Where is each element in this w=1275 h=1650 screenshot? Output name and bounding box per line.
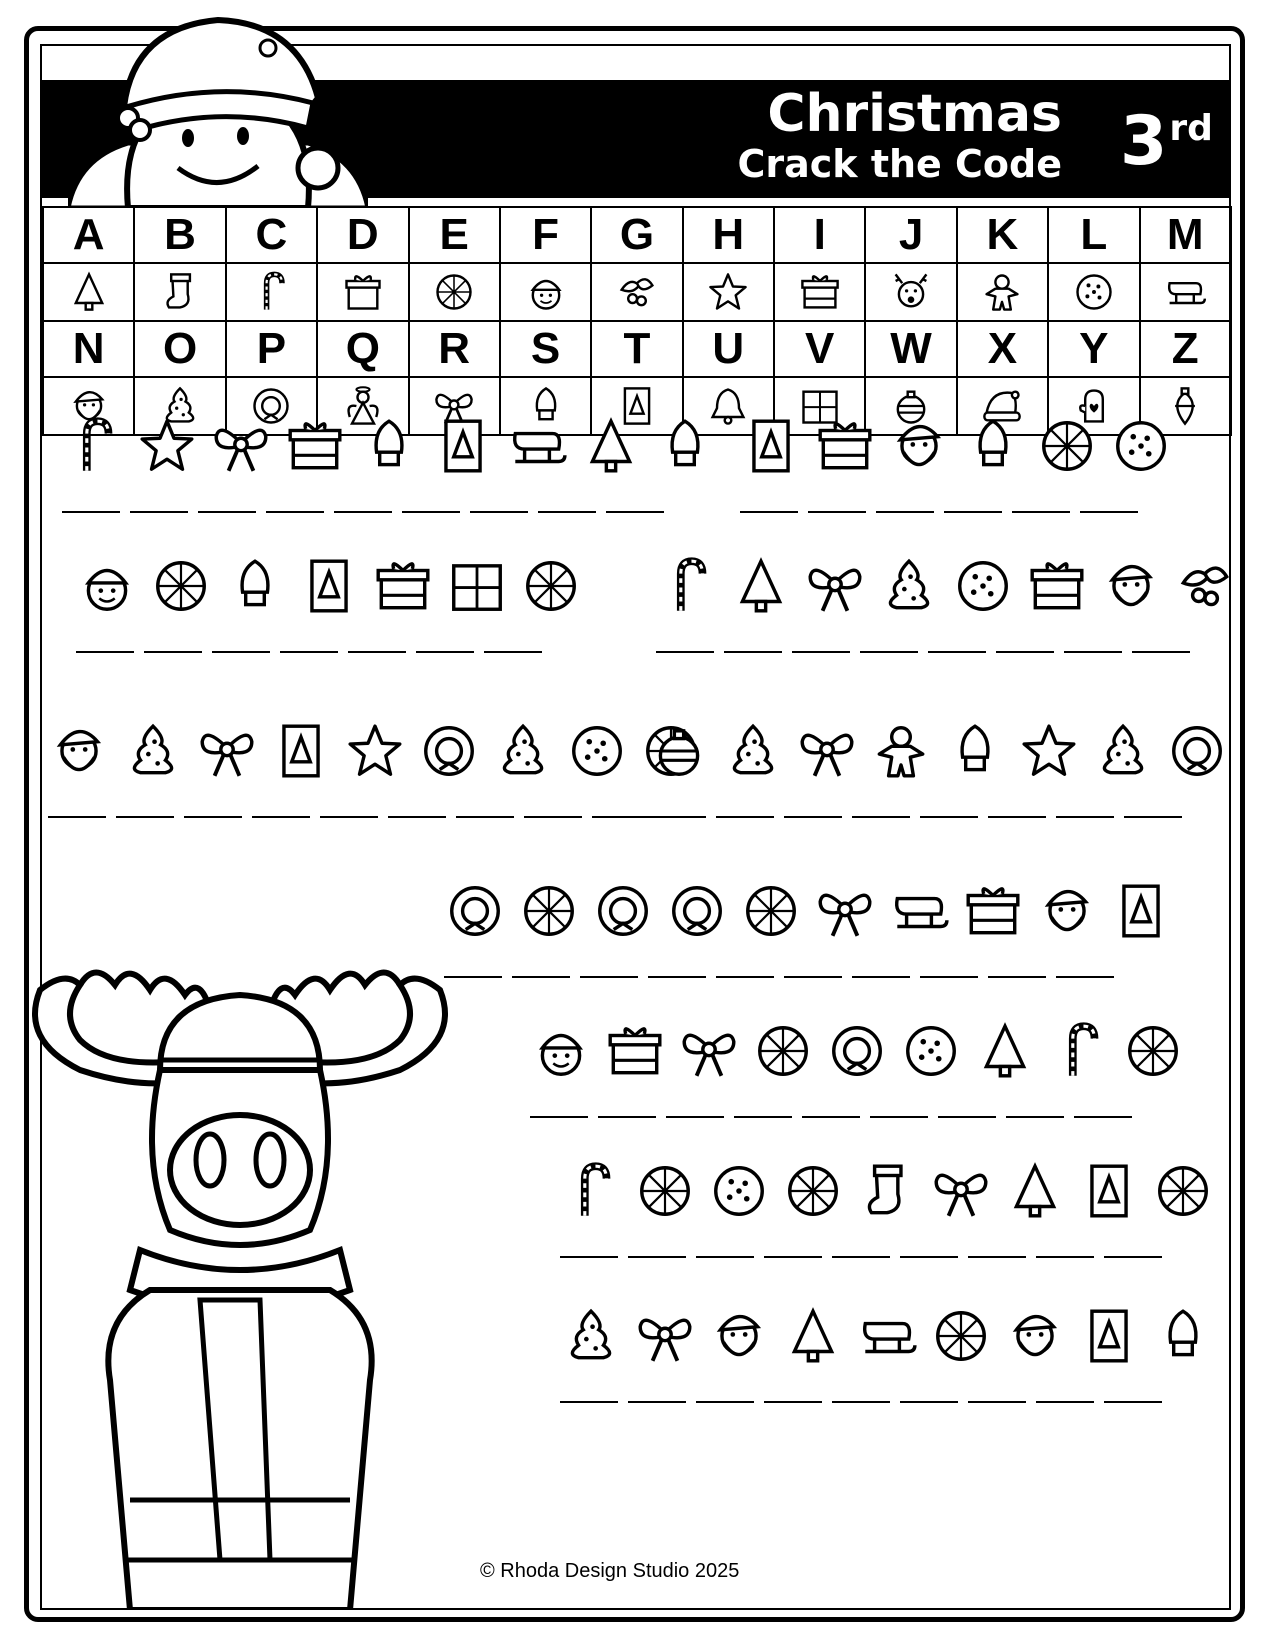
key-letter-p: P xyxy=(226,321,317,377)
peppermint-icon xyxy=(930,1305,992,1367)
key-letter-w: W xyxy=(865,321,956,377)
puzzle-icon-row xyxy=(62,415,716,477)
key-icon-cell-j xyxy=(865,263,956,321)
answer-blank[interactable] xyxy=(696,1401,754,1403)
stocking-icon xyxy=(158,270,202,314)
answer-blank[interactable] xyxy=(808,511,866,513)
answer-blank[interactable] xyxy=(734,1116,792,1118)
cupcake-tree-icon xyxy=(722,720,784,782)
answer-blank[interactable] xyxy=(764,1256,822,1258)
sleigh-icon xyxy=(506,415,568,477)
puzzle-icon-row xyxy=(76,555,582,617)
answer-blank[interactable] xyxy=(416,651,474,653)
peppermint-icon xyxy=(634,1160,696,1222)
answer-blank[interactable] xyxy=(968,1401,1026,1403)
key-letter-s: S xyxy=(500,321,591,377)
peppermint-icon xyxy=(518,880,580,942)
answer-blank[interactable] xyxy=(598,1116,656,1118)
answer-blank[interactable] xyxy=(628,1256,686,1258)
cookie-icon xyxy=(952,555,1014,617)
santa-icon xyxy=(1100,555,1162,617)
answer-blank[interactable] xyxy=(938,1116,996,1118)
puzzle-8 xyxy=(530,1020,1184,1118)
answer-blank[interactable] xyxy=(402,511,460,513)
gift-bow-icon xyxy=(1026,555,1088,617)
bow-icon xyxy=(196,720,258,782)
santa-icon xyxy=(708,1305,770,1367)
peppermint-icon xyxy=(752,1020,814,1082)
puzzle-1 xyxy=(62,415,716,513)
key-icon-cell-f xyxy=(500,263,591,321)
stocking-icon xyxy=(856,1160,918,1222)
key-letter-m: M xyxy=(1140,207,1232,263)
cookie-icon xyxy=(1110,415,1172,477)
answer-blank[interactable] xyxy=(928,651,986,653)
puzzle-icon-row xyxy=(530,1020,1184,1082)
cupcake-tree-icon xyxy=(1092,720,1154,782)
copyright-text: © Rhoda Design Studio 2025 xyxy=(480,1560,740,1582)
card-icon xyxy=(1078,1160,1140,1222)
answer-blank[interactable] xyxy=(802,1116,860,1118)
answer-blanks xyxy=(560,1401,1214,1403)
key-letter-e: E xyxy=(409,207,500,263)
answer-blank[interactable] xyxy=(560,1401,618,1403)
answer-blank[interactable] xyxy=(628,1401,686,1403)
puzzle-icon-row xyxy=(656,555,1236,617)
puzzle-icon-row xyxy=(560,1305,1214,1367)
cookie-icon xyxy=(900,1020,962,1082)
cookie-icon xyxy=(566,720,628,782)
candy-cane-icon xyxy=(62,415,124,477)
answer-blank[interactable] xyxy=(198,511,256,513)
santa-icon xyxy=(48,720,110,782)
santa-icon xyxy=(1004,1305,1066,1367)
tree-icon xyxy=(580,415,642,477)
answer-blank[interactable] xyxy=(860,651,918,653)
answer-blank[interactable] xyxy=(900,1401,958,1403)
answer-blank[interactable] xyxy=(530,1116,588,1118)
puzzle-4 xyxy=(656,555,1236,653)
key-icon-cell-i xyxy=(774,263,865,321)
bow-icon xyxy=(814,880,876,942)
key-letter-n: N xyxy=(43,321,134,377)
key-letter-z: Z xyxy=(1140,321,1232,377)
wreath-icon xyxy=(1166,720,1228,782)
gift-bow-icon xyxy=(284,415,346,477)
answer-blank[interactable] xyxy=(1006,1116,1064,1118)
star-icon xyxy=(1018,720,1080,782)
puzzle-9 xyxy=(560,1160,1214,1258)
answer-blank[interactable] xyxy=(592,816,650,818)
answer-blank[interactable] xyxy=(184,816,242,818)
key-icon-cell-h xyxy=(683,263,774,321)
sleigh-icon xyxy=(1163,270,1207,314)
answer-blank[interactable] xyxy=(130,511,188,513)
key-letter-b: B xyxy=(134,207,225,263)
answer-blank[interactable] xyxy=(116,816,174,818)
answer-blanks xyxy=(530,1116,1184,1118)
answer-blank[interactable] xyxy=(1064,651,1122,653)
wreath-icon xyxy=(666,880,728,942)
cupcake-tree-icon xyxy=(878,555,940,617)
wreath-icon xyxy=(592,880,654,942)
card-icon xyxy=(1110,880,1172,942)
wrapped-box-icon xyxy=(446,555,508,617)
answer-blank[interactable] xyxy=(784,816,842,818)
cookie-icon xyxy=(1072,270,1116,314)
key-icon-cell-a xyxy=(43,263,134,321)
wreath-icon xyxy=(418,720,480,782)
cookie-icon xyxy=(708,1160,770,1222)
puzzle-icon-row xyxy=(48,720,702,782)
answer-blank[interactable] xyxy=(144,651,202,653)
peppermint-icon xyxy=(150,555,212,617)
answer-blank[interactable] xyxy=(1036,1256,1094,1258)
answer-blank[interactable] xyxy=(1036,1401,1094,1403)
peppermint-icon xyxy=(740,880,802,942)
answer-blank[interactable] xyxy=(1012,511,1070,513)
puzzle-icon-row xyxy=(560,1160,1214,1222)
wreath-icon xyxy=(826,1020,888,1082)
bow-icon xyxy=(930,1160,992,1222)
key-icon-cell-b xyxy=(134,263,225,321)
answer-blank[interactable] xyxy=(1104,1256,1162,1258)
answer-blank[interactable] xyxy=(1056,976,1114,978)
puzzle-icon-row xyxy=(648,720,1228,782)
candy-cane-icon xyxy=(560,1160,622,1222)
key-letter-i: I xyxy=(774,207,865,263)
answer-blanks xyxy=(62,511,716,513)
key-letter-j: J xyxy=(865,207,956,263)
answer-blank[interactable] xyxy=(832,1256,890,1258)
holly-icon xyxy=(1174,555,1236,617)
answer-blanks xyxy=(560,1256,1214,1258)
star-icon xyxy=(344,720,406,782)
key-letter-k: K xyxy=(957,207,1048,263)
bow-icon xyxy=(634,1305,696,1367)
peppermint-icon xyxy=(1152,1160,1214,1222)
answer-blanks xyxy=(76,651,582,653)
star-icon xyxy=(706,270,750,314)
key-icon-cell-e xyxy=(409,263,500,321)
code-key-table xyxy=(42,206,1232,436)
cupcake-tree-icon xyxy=(122,720,184,782)
grade-label: 3rd xyxy=(1120,102,1213,181)
cupcake-tree-icon xyxy=(492,720,554,782)
elf-icon xyxy=(524,270,568,314)
answer-blank[interactable] xyxy=(606,511,664,513)
answer-blank[interactable] xyxy=(1132,651,1190,653)
tree-icon xyxy=(974,1020,1036,1082)
key-letter-t: T xyxy=(591,321,682,377)
card-icon xyxy=(740,415,802,477)
light-bulb-icon xyxy=(654,415,716,477)
gift-bow-icon xyxy=(962,880,1024,942)
answer-blank[interactable] xyxy=(716,976,774,978)
puzzle-3 xyxy=(76,555,582,653)
answer-blank[interactable] xyxy=(1074,1116,1132,1118)
cupcake-tree-icon xyxy=(560,1305,622,1367)
puzzle-icon-row xyxy=(444,880,1172,942)
answer-blank[interactable] xyxy=(484,651,542,653)
key-letter-d: D xyxy=(317,207,408,263)
answer-blank[interactable] xyxy=(212,651,270,653)
answer-blank[interactable] xyxy=(764,1401,822,1403)
gingerbread-icon xyxy=(870,720,932,782)
key-icon-cell-k xyxy=(957,263,1048,321)
key-letter-f: F xyxy=(500,207,591,263)
answer-blank[interactable] xyxy=(48,816,106,818)
light-bulb-icon xyxy=(224,555,286,617)
answer-blank[interactable] xyxy=(988,816,1046,818)
tree-icon xyxy=(782,1305,844,1367)
answer-blank[interactable] xyxy=(784,976,842,978)
elf-icon xyxy=(76,555,138,617)
answer-blank[interactable] xyxy=(996,651,1054,653)
answer-blank[interactable] xyxy=(876,511,934,513)
light-bulb-icon xyxy=(944,720,1006,782)
present-icon xyxy=(341,270,385,314)
answer-blank[interactable] xyxy=(388,816,446,818)
gift-bow-icon xyxy=(814,415,876,477)
key-letter-u: U xyxy=(683,321,774,377)
answer-blank[interactable] xyxy=(870,1116,928,1118)
answer-blank[interactable] xyxy=(266,511,324,513)
tree-icon xyxy=(1004,1160,1066,1222)
key-letter-x: X xyxy=(957,321,1048,377)
star-icon xyxy=(136,415,198,477)
sleigh-icon xyxy=(856,1305,918,1367)
answer-blank[interactable] xyxy=(832,1401,890,1403)
answer-blank[interactable] xyxy=(988,976,1046,978)
sleigh-icon xyxy=(888,880,950,942)
key-icon-cell-c xyxy=(226,263,317,321)
answer-blank[interactable] xyxy=(320,816,378,818)
key-letter-o: O xyxy=(134,321,225,377)
answer-blank[interactable] xyxy=(900,1256,958,1258)
light-bulb-icon xyxy=(1152,1305,1214,1367)
puzzle-5 xyxy=(48,720,702,818)
bow-icon xyxy=(210,415,272,477)
card-icon xyxy=(298,555,360,617)
answer-blank[interactable] xyxy=(1056,816,1114,818)
answer-blank[interactable] xyxy=(724,651,782,653)
key-icon-cell-l xyxy=(1048,263,1139,321)
puzzle-2 xyxy=(740,415,1172,513)
light-bulb-icon xyxy=(358,415,420,477)
candy-cane-icon xyxy=(1048,1020,1110,1082)
moose-character-icon xyxy=(20,960,460,1610)
answer-blanks xyxy=(444,976,1172,978)
key-letter-h: H xyxy=(683,207,774,263)
answer-blank[interactable] xyxy=(1104,1401,1162,1403)
answer-blank[interactable] xyxy=(920,816,978,818)
ornament-icon xyxy=(648,720,710,782)
key-letter-q: Q xyxy=(317,321,408,377)
answer-blanks xyxy=(656,651,1236,653)
answer-blank[interactable] xyxy=(76,651,134,653)
peppermint-icon xyxy=(782,1160,844,1222)
holly-icon xyxy=(615,270,659,314)
answer-blanks xyxy=(48,816,702,818)
key-letter-v: V xyxy=(774,321,865,377)
answer-blank[interactable] xyxy=(62,511,120,513)
key-icon-cell-d xyxy=(317,263,408,321)
tree-icon xyxy=(67,270,111,314)
card-icon xyxy=(432,415,494,477)
bow-icon xyxy=(804,555,866,617)
answer-blank[interactable] xyxy=(252,816,310,818)
reindeer-icon xyxy=(889,270,933,314)
answer-blank[interactable] xyxy=(470,511,528,513)
answer-blank[interactable] xyxy=(456,816,514,818)
answer-blank[interactable] xyxy=(696,1256,754,1258)
peppermint-icon xyxy=(520,555,582,617)
peppermint-icon xyxy=(1122,1020,1184,1082)
peppermint-icon xyxy=(1036,415,1098,477)
santa-icon xyxy=(1036,880,1098,942)
gift-bow-icon xyxy=(798,270,842,314)
key-letter-r: R xyxy=(409,321,500,377)
gift-bow-icon xyxy=(372,555,434,617)
candy-cane-icon xyxy=(656,555,718,617)
key-icon-cell-m xyxy=(1140,263,1232,321)
card-icon xyxy=(270,720,332,782)
answer-blank[interactable] xyxy=(656,651,714,653)
answer-blank[interactable] xyxy=(740,511,798,513)
answer-blank[interactable] xyxy=(920,976,978,978)
answer-blank[interactable] xyxy=(852,976,910,978)
puzzle-7 xyxy=(444,880,1172,978)
answer-blanks xyxy=(648,816,1228,818)
gingerbread-character-icon xyxy=(68,8,368,208)
puzzle-icon-row xyxy=(740,415,1172,477)
answer-blank[interactable] xyxy=(280,651,338,653)
answer-blank[interactable] xyxy=(792,651,850,653)
page-title: Christmas xyxy=(767,84,1062,144)
answer-blanks xyxy=(740,511,1172,513)
answer-blank[interactable] xyxy=(666,1116,724,1118)
key-icon-cell-g xyxy=(591,263,682,321)
answer-blank[interactable] xyxy=(1124,816,1182,818)
wreath-icon xyxy=(444,880,506,942)
answer-blank[interactable] xyxy=(512,976,570,978)
bow-icon xyxy=(796,720,858,782)
answer-blank[interactable] xyxy=(648,976,706,978)
answer-blank[interactable] xyxy=(560,1256,618,1258)
candy-cane-icon xyxy=(249,270,293,314)
key-letter-y: Y xyxy=(1048,321,1139,377)
answer-blank[interactable] xyxy=(524,816,582,818)
answer-blank[interactable] xyxy=(1080,511,1138,513)
tree-icon xyxy=(730,555,792,617)
light-bulb-icon xyxy=(962,415,1024,477)
answer-blank[interactable] xyxy=(334,511,392,513)
peppermint-icon xyxy=(432,270,476,314)
gift-bow-icon xyxy=(604,1020,666,1082)
card-icon xyxy=(1078,1305,1140,1367)
key-letter-l: L xyxy=(1048,207,1139,263)
gingerbread-icon xyxy=(980,270,1024,314)
answer-blank[interactable] xyxy=(348,651,406,653)
elf-icon xyxy=(530,1020,592,1082)
answer-blank[interactable] xyxy=(648,816,706,818)
answer-blank[interactable] xyxy=(538,511,596,513)
key-letter-c: C xyxy=(226,207,317,263)
answer-blank[interactable] xyxy=(852,816,910,818)
santa-icon xyxy=(888,415,950,477)
answer-blank[interactable] xyxy=(944,511,1002,513)
puzzle-6 xyxy=(648,720,1228,818)
bow-icon xyxy=(678,1020,740,1082)
key-letter-a: A xyxy=(43,207,134,263)
puzzle-10 xyxy=(560,1305,1214,1403)
answer-blank[interactable] xyxy=(580,976,638,978)
answer-blank[interactable] xyxy=(716,816,774,818)
answer-blank[interactable] xyxy=(968,1256,1026,1258)
page-subtitle: Crack the Code xyxy=(737,142,1062,186)
key-letter-g: G xyxy=(591,207,682,263)
